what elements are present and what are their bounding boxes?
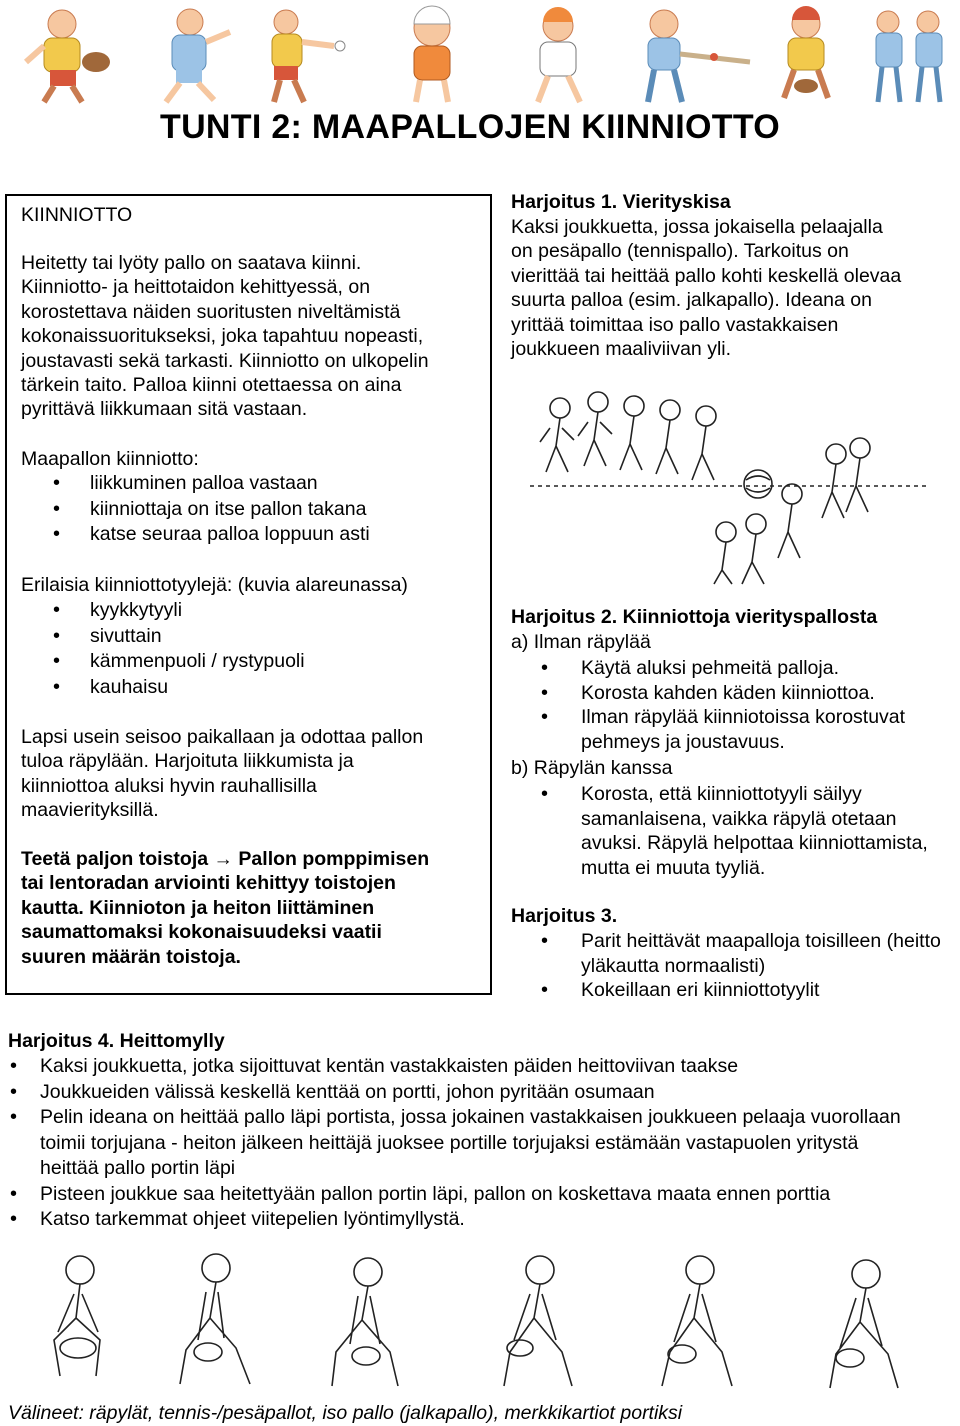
exercise-2b-label: b) Räpylän kanssa xyxy=(511,757,673,779)
list-item: • Kaksi joukkuetta, jotka sijoittuvat kentän vastakkaisten päiden heittoviivan taakse xyxy=(4,1054,908,1080)
sketch-squat-catch xyxy=(54,1256,100,1376)
player-running-illustration xyxy=(498,2,618,106)
exercise-2a-list xyxy=(511,656,959,754)
exercise-1-line: joukkueen maaliviivan yli. xyxy=(511,338,732,361)
repetition-line: saumattomaksi kokonaisuudeksi vaatii xyxy=(21,921,382,944)
big-ball xyxy=(744,470,772,498)
list-item: • kämmenpuoli / rystypuoli xyxy=(21,649,481,675)
exercise-3-label: Harjoitus 3. xyxy=(511,905,618,927)
player-catching-illustration xyxy=(4,2,124,106)
equipment-footer: Välineet: räpylät, tennis-/pesäpallot, iso pallo (jalkapallo), merkkikartiot portiksi xyxy=(8,1402,683,1424)
exercise-1-line: vierittää tai heittää pallo kohti keskellä olevaa xyxy=(511,264,902,287)
list-item: • Katso tarkemmat ohjeet viitepelien lyöntimyllystä. xyxy=(4,1207,908,1233)
child-line: tuloa räpylään. Harjoituta liikkumista ja xyxy=(21,750,354,773)
exercise-1-heading xyxy=(511,190,731,214)
exercise-1-name: Vierityskisa xyxy=(622,191,731,213)
list-item: • katse seuraa palloa loppuun asti xyxy=(21,522,481,548)
list-item: • Ilman räpylää kiinniotoissa korostuvat pehmeys ja joustavuus. xyxy=(511,705,959,754)
exercise-1-description xyxy=(511,215,956,361)
exercise-2b-list xyxy=(511,782,959,880)
intro-line: korostettava näiden suoritusten niveltämistä xyxy=(21,300,401,323)
exercise-4-heading xyxy=(8,1029,225,1053)
intro-line: joustavasti sekä tarkasti. Kiinniotto on ulkopelin xyxy=(21,349,429,372)
exercise-1-label: Harjoitus 1. xyxy=(511,191,618,213)
kids-front-row xyxy=(714,438,870,584)
list-item: • kyykkytyyli xyxy=(21,598,481,624)
list-item: • liikkuminen palloa vastaan xyxy=(21,471,481,497)
arrow-right-icon: → xyxy=(213,848,233,870)
list-item: • Joukkueiden välissä keskellä kenttää on portti, johon pyritään osumaan xyxy=(4,1080,908,1106)
players-pair-illustration xyxy=(858,2,958,106)
sketch-backhand-catch xyxy=(504,1256,572,1386)
repetition-paragraph xyxy=(21,847,491,969)
list-item: • Pelin ideana on heittää pallo läpi portista, jossa jokainen vastakkaisen joukkueen pelaaja vuorollaan toimii torjujana - heiton jälkeen heittäjä juoksee portille torjujaksi estämään vastapuolen yritystä heittää pallo portin läpi xyxy=(4,1105,908,1182)
sketch-side-catch-2 xyxy=(662,1256,732,1386)
list-item: • sivuttain xyxy=(21,624,481,650)
catch-styles-heading: Erilaisia kiinniottotyylejä: (kuvia alareunassa) xyxy=(21,574,408,596)
sketch-palm-side-catch xyxy=(332,1258,398,1386)
list-item: • Käytä aluksi pehmeitä palloja. xyxy=(511,656,959,681)
intro-line: pyrittävä liikkumaan sitä vastaan. xyxy=(21,398,308,421)
exercise-1-line: Kaksi joukkuetta, jossa jokaisella pelaajalla xyxy=(511,216,883,238)
exercise-2a-label: a) Ilman räpylää xyxy=(511,631,651,653)
exercise-1-line: suurta palloa (esim. jalkapallo). Ideana on xyxy=(511,289,872,312)
exercise-4-list xyxy=(4,1054,908,1233)
intro-line: Kiinniotto- ja heittotaidon kehittyessä, on xyxy=(21,276,371,299)
repetition-line: suuren määrän toistoja. xyxy=(21,945,241,968)
intro-line: kokonaissuoritukseksi, joka tapahtuu nopeasti, xyxy=(21,325,424,348)
exercise-2-heading xyxy=(511,605,877,629)
child-line: kiinniottoa aluksi hyvin rauhallisilla xyxy=(21,774,317,797)
list-item: • Kokeillaan eri kiinniottotyylit xyxy=(511,978,959,1003)
repetition-line: tai lentoradan arviointi kehittyy toistojen xyxy=(21,872,396,895)
list-item: • Korosta kahden käden kiinniottoa. xyxy=(511,681,959,706)
child-line: Lapsi usein seisoo paikallaan ja odottaa pallon xyxy=(21,726,424,748)
kids-back-row xyxy=(540,392,716,480)
page-title: TUNTI 2: MAAPALLOJEN KIINNIOTTO xyxy=(160,108,781,146)
repetition-line: kautta. Kiinnioton ja heiton liittäminen xyxy=(21,896,375,919)
child-paragraph xyxy=(21,725,491,823)
exercise-2-name: Kiinniottoja vierityspallosta xyxy=(622,606,878,628)
exercise-2-label: Harjoitus 2. xyxy=(511,606,618,628)
ground-catch-list xyxy=(21,471,481,548)
catching-styles-sketches xyxy=(10,1248,950,1398)
list-item: • Parit heittävät maapalloja toisilleen (heitto yläkautta normaalisti) xyxy=(511,929,959,978)
list-item: • Pisteen joukkue saa heitettyään pallon portin läpi, pallon on koskettava maata ennen porttia xyxy=(4,1182,908,1208)
header-illustration-strip xyxy=(0,0,960,108)
repetition-emphasis: Teetä paljon toistoja xyxy=(21,848,209,870)
player-crouching-illustration xyxy=(758,2,854,106)
list-item: • kiinniottaja on itse pallon takana xyxy=(21,497,481,523)
exercise-1-line: on pesäpallo (tennispallo). Tarkoitus on xyxy=(511,240,849,263)
exercise-1-line: yrittää toimittaa iso pallo vastakkaisen xyxy=(511,313,839,336)
catch-styles-list xyxy=(21,598,481,700)
list-item: • kauhaisu xyxy=(21,675,481,701)
list-item: • Korosta, että kiinniottotyyli säilyy samanlaisena, vaikka räpylä otetaan avuksi. Räpylä helpottaa kiinniottamista, mutta ei muuta tyyliä. xyxy=(511,782,959,880)
intro-line: tärkein taito. Palloa kiinni otettaessa on aina xyxy=(21,374,402,397)
sketch-scoop-catch xyxy=(830,1260,898,1388)
exercise-3-list xyxy=(511,929,959,1003)
player-throwing-illustration xyxy=(256,2,366,106)
ground-catch-heading: Maapallon kiinniotto: xyxy=(21,448,199,470)
rolling-game-sketch xyxy=(520,376,940,586)
player-batting-illustration xyxy=(624,2,754,106)
exercise-4-label: Harjoitus 4. xyxy=(8,1030,115,1052)
child-line: maavierityksillä. xyxy=(21,799,159,822)
box-heading: KIINNIOTTO xyxy=(21,204,133,226)
sketch-side-catch xyxy=(180,1254,250,1384)
intro-line: Heitetty tai lyöty pallo on saatava kiinni. xyxy=(21,252,362,274)
exercise-4-name: Heittomylly xyxy=(119,1030,225,1052)
player-helmet-illustration xyxy=(372,2,492,106)
player-blue-illustration xyxy=(130,2,250,106)
repetition-emphasis-rest: Pallon pomppimisen xyxy=(238,848,430,870)
intro-paragraph xyxy=(21,251,491,422)
